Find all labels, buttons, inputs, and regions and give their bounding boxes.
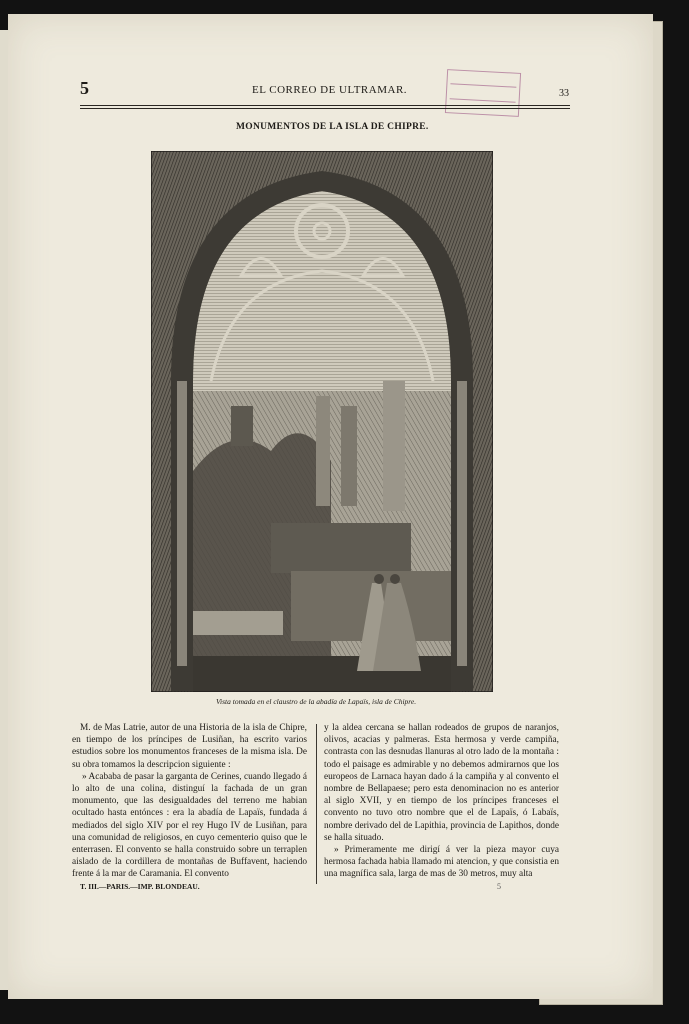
- library-stamp: [445, 69, 521, 117]
- paragraph: » Primeramente me dirigí á ver la pieza mayor cuya hermosa fachada habia llamado mi atencion, y que consistia en una magnífica sala, larga de mas de 30 metros, muy alta: [324, 845, 559, 880]
- illustration-caption: Vista tomada en el claustro de la abadía de Lapaïs, isla de Chipre.: [216, 697, 417, 706]
- article-title: MONUMENTOS DE LA ISLA DE CHIPRE.: [236, 122, 429, 132]
- printer-imprint: T. III.—PARIS.—IMP. BLONDEAU.: [80, 882, 200, 891]
- paragraph: y la aldea cercana se hallan rodeados de grupos de naranjos, olivos, acacias y palmeras. Esta hermosa y verde campiña, contrasta con las desnudas llanuras al otro lado de la montaña : todo el paisage es admirable y no debemos admirarnos que los europeos de Larnaca hayan dado á la campiña y al convento el nombre de Bellapaese; pero esta denominacion no es anterior al siglo XVII, y en tiempo de los príncipes franceses el convento no tuvo otro nombre que el de Lapaïs, ó Labaïs, nombre derivado del de Lapithia, provincia de Lapithos, donde se halla situado.: [324, 723, 559, 843]
- section-number: 5: [80, 78, 89, 98]
- paragraph: » Acababa de pasar la garganta de Cerines, cuando llegado á lo alto de una colina, distinguí la fachada de un gran monumento, que las desigualdades del terreno me habian ocultado hasta entónces : era la abadía de Lapaïs, fundada á mediados del siglo XIV por el rey Hugo IV de Lusiñan, para una comunidad de religiosos, en cuyo cementerio quiso que le enterrasen. El convento se halla construido sobre un terraplen aislado de la cordillera de montañas de Buffavent, haciendo frente á la mar de Caramania. El convento: [72, 771, 307, 880]
- header-rule: [80, 108, 570, 109]
- page-number: 33: [559, 88, 569, 99]
- abbey-cloister-engraving: [151, 151, 493, 692]
- header-rule: [80, 105, 570, 106]
- paragraph: M. de Mas Latrie, autor de una Historia de la isla de Chipre, en tiempo de los príncipes de Lusiñan, ha escrito varios estudios sobre los monumentos franceses de la misma isla. De su obra tomamos la descripcion siguiente :: [72, 723, 307, 770]
- text-column-left: [72, 722, 307, 881]
- signature-mark: 5: [497, 882, 501, 891]
- column-divider: [316, 724, 317, 884]
- journal-title: EL CORREO DE ULTRAMAR.: [252, 84, 408, 96]
- text-column-right: [324, 722, 559, 881]
